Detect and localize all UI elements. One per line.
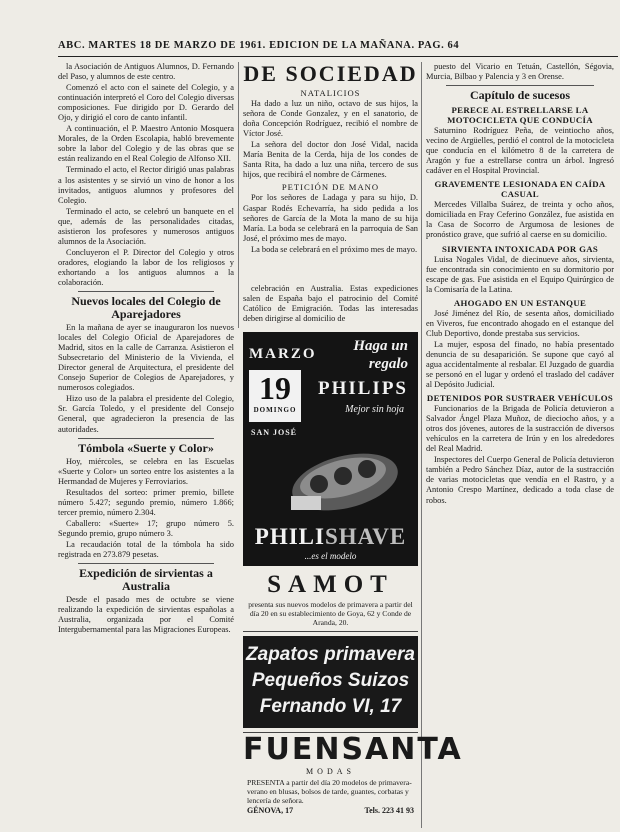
samot-name: SAMOT bbox=[267, 571, 394, 598]
paragraph: Terminado el acto, se celebró un banquete en el que, además de las personalidades citadas, asistieron los profesores y numerosos antiguos alumnos de la Asociación. bbox=[58, 206, 234, 246]
article-heading: Capítulo de sucesos bbox=[469, 88, 570, 103]
page-header bbox=[58, 40, 618, 57]
section-title: DE SOCIEDAD bbox=[243, 61, 418, 86]
subsection-title: PETICIÓN DE MANO bbox=[281, 182, 380, 193]
article-heading: Tómbola «Suerte y Color» bbox=[78, 440, 214, 455]
paragraph: Terminado el acto, el Rector dirigió unas palabras a los asistentes y se sirvió un vino de honor a los invitados, antiguos alumnos y profesores del Colegio. bbox=[58, 165, 234, 205]
paragraph: Funcionarios de la Brigada de Policía detuvieron a Salvador Ángel Plaza Muñoz, de dieciocho años, y a otros dos jóvenes, autores de la sustracción de diversos vehículos en la carretera de Irún y en los alrededores del Real Madrid. bbox=[426, 404, 614, 454]
paragraph: Mercedes Villalba Suárez, de treinta y ocho años, domiciliada en Fray Ceferino González, fue asistida en la Casa de Socorro de Argumosa de lesiones de pronóstico grave, que sufrió al caerse en su domicilio. bbox=[426, 200, 614, 240]
paragraph: Hizo uso de la palabra el presidente del Colegio, Sr. García Toledo, y el presidente del Consejo General, que agradecieron la presencia de las autoridades. bbox=[58, 394, 234, 434]
ad-script: Mejor sin hoja bbox=[345, 404, 404, 415]
paragraph: Luisa Nogales Vidal, de diecinueve años, sirvienta, fue encontrada sin conocimiento en su dormitorio por escape de gas. Fue asistida en el Equipo Quirúrgico de la Comisaría de la Latina. bbox=[426, 254, 614, 294]
news-title: DETENIDOS POR SUSTRAER VEHÍCULOS bbox=[426, 393, 614, 404]
date-box bbox=[249, 370, 301, 422]
paragraph: José Jiménez del Río, de sesenta años, domiciliado en Viveros, fue encontrado ahogado en el estanque del Club Deportivo, donde prestaba sus servicios. bbox=[426, 308, 614, 338]
ad-saint: SAN JOSÉ bbox=[251, 428, 298, 437]
divider bbox=[78, 563, 214, 564]
divider bbox=[446, 85, 594, 86]
fuensanta-text: PRESENTA a partir del día 20 modelos de primavera-verano en blusas, bolsos de tarde, guantes, corbatas y lencería de señora. bbox=[247, 778, 412, 805]
column-right bbox=[426, 62, 614, 828]
product-name bbox=[243, 524, 418, 550]
samot-text: presenta sus nuevos modelos de primavera a partir del día 20 en su establecimiento de Goya, 62 y Conde de Aranda, 20. bbox=[248, 600, 413, 627]
paragraph: La mujer, esposa del finado, no había presentado denuncia de su desaparición. Se supone que cayó al agua accidentalmente al resbalar. El Juzgado de guardia se personó en el lugar y ordenó el traslado del cadáver al Depósito Judicial. bbox=[426, 339, 614, 390]
ad-tagline: Haga un bbox=[353, 338, 408, 354]
paragraph: Desde el pasado mes de octubre se viene realizando la expedición de sirvientas españolas a Australia, organizada por el Comité Intergubernamental para las Migraciones Europeas. bbox=[58, 595, 234, 635]
paragraph: Saturnino Rodríguez Peña, de veintiocho años, vecino de Argüelles, perdió el control de la motocicleta que conducía en el kilómetro 8 de la carretera de Aragón y fue a estrellarse contra un árbol. Ingresó cadáver en el Hospital Provincial. bbox=[426, 126, 614, 176]
subsection-title: NATALICIOS bbox=[300, 88, 361, 98]
article-heading: Expedición de sirvientas a Australia bbox=[79, 566, 213, 594]
ad-slogan: ...es el modelo bbox=[304, 551, 357, 561]
paragraph: la Asociación de Antiguos Alumnos, D. Fernando del Paso, y alumnos de este centro. bbox=[58, 62, 234, 82]
paragraph: Comenzó el acto con el sainete del Colegio, y a continuación interpretó el Coro del Colegio diversas composiciones. Fue dirigido por D. Gerardo del Ojo, y dirigió el coro de canto infantil. bbox=[58, 83, 234, 123]
paragraph: Resultados del sorteo: primer premio, billete número 5.427; segundo premio, número 1.866; tercer premio, número 2.304. bbox=[58, 487, 234, 517]
paragraph: La señora del doctor don José Vidal, nacida María Benita de la Cerda, hija de los condes de Santa Rita, ha dado a luz una niña, tercero de sus hijos, que recibirá el nombre de Cármenes. bbox=[243, 140, 418, 180]
news-title: AHOGADO EN UN ESTANQUE bbox=[453, 297, 587, 308]
paragraph: A continuación, el P. Maestro Antonio Mosquera Morales, de la Orden Escolapia, habló brevemente sobre la labor del Colegio y de las obras que se están realizando en el Real Colegio de Alfonso XII. bbox=[58, 124, 234, 164]
news-title: PERECE AL ESTRELLARSE LA MOTOCICLETA QUE CONDUCÍA bbox=[447, 105, 593, 126]
paragraph: celebración en Australia. Estas expediciones salen de España bajo el patrocinio del Comité Católico de Emigración. Todas las interesadas deben dirigirse al domicilio de bbox=[243, 284, 418, 324]
article-heading: Nuevos locales del Colegio de Aparejadores bbox=[71, 294, 221, 322]
philips-ad bbox=[243, 332, 418, 566]
brand-logo: PHILIPS bbox=[317, 378, 408, 399]
paragraph: Concluyeron el P. Director del Colegio y otros oradores, elogiando la labor de los religiosos y exhortando a los antiguos alumnos a la colaboración. bbox=[58, 247, 234, 287]
zapatos-ad bbox=[243, 636, 418, 728]
news-title: SIRVIENTA INTOXICADA POR GAS bbox=[441, 243, 599, 254]
product-name-part: PHILI bbox=[254, 524, 325, 549]
column-rule-left bbox=[238, 62, 239, 328]
divider bbox=[78, 291, 214, 292]
ad-day: 19 bbox=[259, 370, 291, 406]
street: GÉNOVA, 17 bbox=[247, 806, 294, 815]
header-text: ABC. MARTES 18 DE MARZO DE 1961. EDICION DE LA MAÑANA. PAG. 64 bbox=[58, 40, 460, 51]
paragraph: En la mañana de ayer se inauguraron los nuevos locales del Colegio Oficial de Aparejadores de Madrid, sitos en la calle de Carranza. Asistieron el Subsecretario del Ministerio de la Vivienda, el Director general de Arquitectura, el presidente del Consejo Superior de Colegios de Aparejadores, y numerosos colegiados. bbox=[58, 323, 234, 393]
ad-dow: DOMINGO bbox=[253, 406, 297, 414]
ad-line: Pequeños Suizos bbox=[251, 670, 410, 691]
ad-line: Zapatos primavera bbox=[246, 644, 415, 665]
ad-month: MARZO bbox=[249, 346, 317, 362]
paragraph: Ha dado a luz un niño, octavo de sus hijos, la señora de Conde Gonzalez, y en el sanatorio, de doña Concepción Rodríguez, recibió el nombre de Víctor José. bbox=[243, 99, 418, 139]
paragraph: La recaudación total de la tómbola ha sido registrada en 273.879 pesetas. bbox=[58, 539, 234, 559]
paragraph: Caballero: «Suerte» 17; grupo número 5. Segundo premio, grupo número 3. bbox=[58, 518, 234, 538]
paragraph: La boda se celebrará en el próximo mes de mayo. bbox=[251, 244, 418, 254]
paragraph: puesto del Vicario en Tetuán, Castellón, Ségovia, Murcia, Bilbao y Palencia y 3 en Orense. bbox=[426, 62, 614, 82]
fuensanta-ad bbox=[243, 732, 463, 830]
column-left bbox=[58, 62, 234, 828]
fuensanta-sub: MODAS bbox=[306, 767, 355, 776]
column-center-spill bbox=[243, 284, 418, 328]
divider bbox=[78, 438, 214, 439]
phone: Tels. 223 41 93 bbox=[364, 806, 414, 815]
news-title: GRAVEMENTE LESIONADA EN CAÍDA CASUAL bbox=[434, 179, 606, 200]
shaver-image bbox=[283, 440, 401, 518]
paragraph: Inspectores del Cuerpo General de Policía detuvieron también a Pedro Sánchez Díaz, autor de la sustracción de varias motocicletas que vendía en el Rastro, y a Antonio Crespo Martínez, dedicado a toda clase de robos. bbox=[426, 455, 614, 505]
paragraph: Por los señores de Ladaga y para su hijo, D. Gaspar Rodés Echevarría, ha sido pedida a los señores de García de la Mota la mano de su hija María. La boda se celebrará en la parroquia de San José, el próximo mes de mayo. bbox=[243, 193, 418, 243]
column-rule-right bbox=[421, 62, 422, 828]
fuensanta-address bbox=[243, 805, 418, 816]
samot-ad bbox=[243, 570, 418, 632]
ad-line: Fernando VI, 17 bbox=[259, 696, 402, 717]
fuensanta-name: FUENSANTA bbox=[243, 732, 463, 767]
paragraph: Hoy, miércoles, se celebra en las Escuelas «Suerte y Color» un sorteo entre los asistentes a la Hermandad de Mujeres y Ferroviarios. bbox=[58, 456, 234, 486]
product-name-part: SHAVE bbox=[324, 524, 407, 549]
ad-tagline: regalo bbox=[368, 356, 408, 372]
